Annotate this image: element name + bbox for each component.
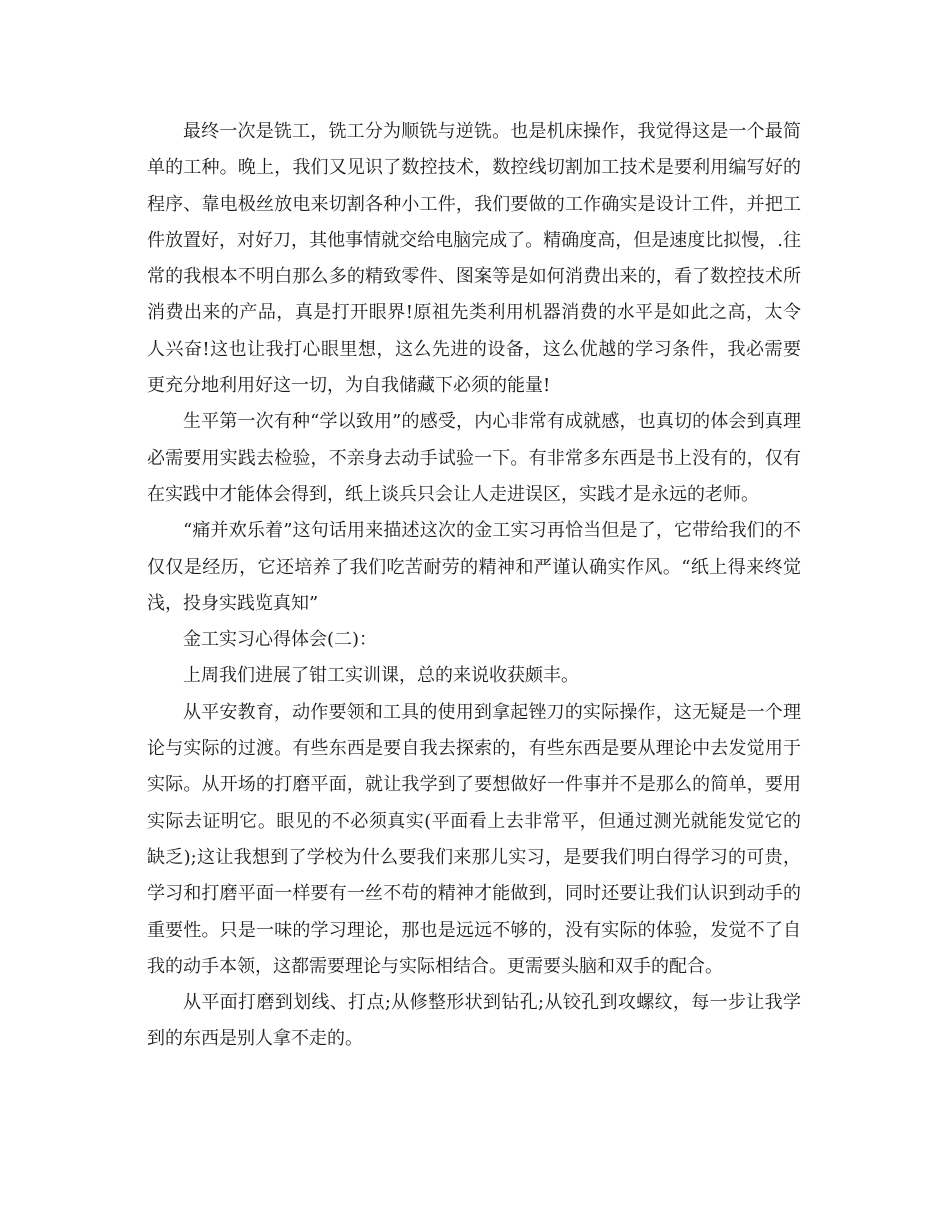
- paragraph-theory-practice: 从平安教育，动作要领和工具的使用到拿起锉刀的实际操作，这无疑是一个理论与实际的过渡。有些东西是要自我去探索的，有些东西是要从理论中去发觉用于实际。从开场的打磨平面，就让我学到了要想做好一件事并不是那么的简单，要用实际去证明它。眼见的不必须真实(平面看上去非常平，但通过测光就能发觉它的缺乏);这让我想到了学校为什么要我们来那儿实习，是要我们明白得学习的可贵，学习和打磨平面一样要有一丝不苟的精神才能做到，同时还要让我们认识到动手的重要性。只是一味的学习理论，那也是远远不够的，没有实际的体验，发觉不了自我的动手本领，这都需要理论与实际相结合。更需要头脑和双手的配合。: [147, 701, 801, 977]
- paragraph-learning-by-doing: 生平第一次有种“学以致用”的感受，内心非常有成就感，也真切的体会到真理必需要用实践去检验，不亲身去动手试验一下。有非常多东西是书上没有的，仅有在实践中才能体会得到，纸上谈兵只会让人走进误区，实践才是永远的老师。: [147, 411, 801, 505]
- paragraph-milling: 最终一次是铣工，铣工分为顺铣与逆铣。也是机床操作，我觉得这是一个最简单的工种。晚上，我们又见识了数控技术，数控线切割加工技术是要利用编写好的程序、靠电极丝放电来切割各种小工件，我们要做的工作确实是设计工件，并把工件放置好，对好刀，其他事情就交给电脑完成了。精确度高，但是速度比拟慢，.往常的我根本不明白那么多的精致零件、图案等是如何消费出来的，看了数控技术所消费出来的产品，真是打开眼界!原祖先类利用机器消费的水平是如此之高，太令人兴奋!这也让我打心眼里想，这么先进的设备，这么优越的学习条件，我必需要更充分地利用好这一切，为自我储藏下必须的能量!: [147, 121, 801, 397]
- paragraph-fitter-intro: 上周我们进展了钳工实训课，总的来说收获颇丰。: [183, 665, 579, 687]
- document-body: [147, 114, 801, 1058]
- paragraph-pain-and-joy: “痛并欢乐着”这句话用来描述这次的金工实习再恰当但是了，它带给我们的不仅仅是经历，它还培养了我们吃苦耐劳的精神和严谨认确实作风。“纸上得来终觉浅，投身实践览真知”: [147, 520, 801, 614]
- section-heading: 金工实习心得体会(二)：: [183, 629, 378, 651]
- paragraph-steps: 从平面打磨到划线、打点;从修整形状到钻孔;从铰孔到攻螺纹，每一步让我学到的东西是别人拿不走的。: [147, 992, 801, 1050]
